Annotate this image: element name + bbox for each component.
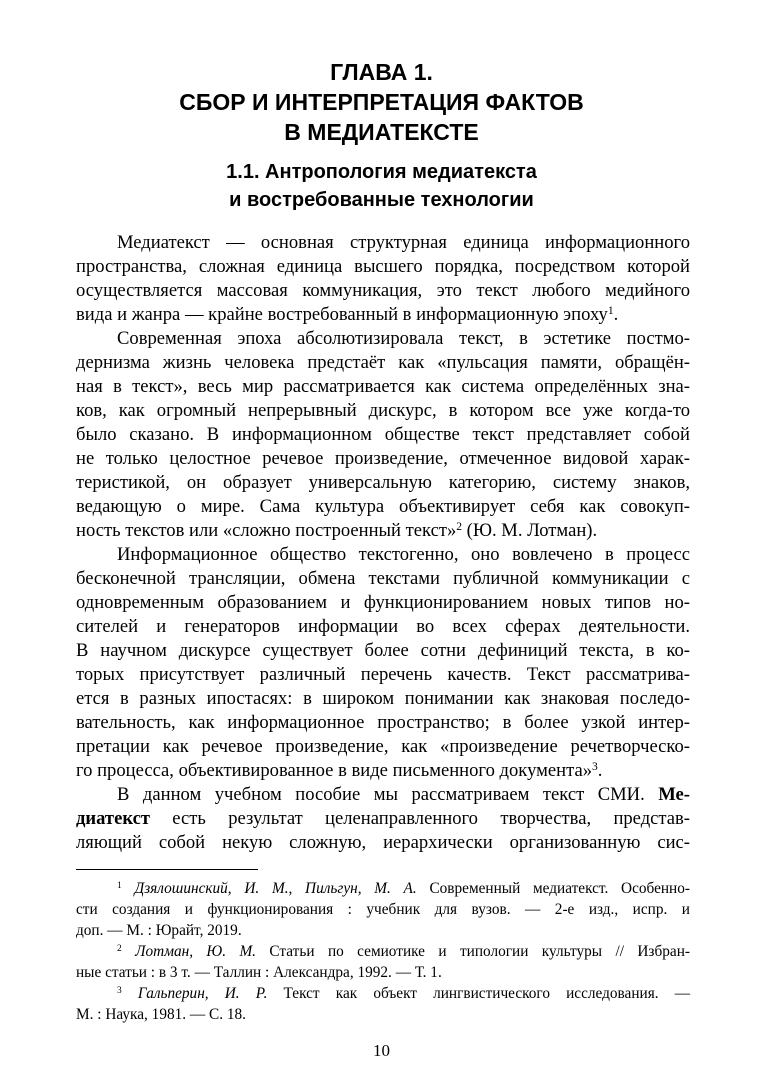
term-mediatext-cont: диатекст [76, 808, 150, 829]
paragraph-2-line [76, 519, 690, 543]
paragraph-4-line: ляющий собой некую сложную, иерархически организованную сис- [76, 832, 690, 853]
paragraph-1-line [76, 303, 690, 327]
footnote-1-line: доп. — М. : Юрайт, 2019. [76, 922, 242, 939]
paragraph-3-line: одновременным образованием и функционированием новых типов но- [76, 592, 690, 613]
footnote-1-text: Современный медиатекст. Особенно- [416, 880, 690, 897]
footnote-1-author: Дзялошинский, И. М., Пильгун, М. А. [134, 880, 417, 897]
paragraph-2-line: Современная эпоха абсолютизировала текст, в эстетике постмо- [117, 328, 690, 349]
footnote-3-text: Текст как объект лингвистического исследования. — [267, 985, 690, 1002]
paragraph-2-line: ков, как огромный непрерывный дискурс, в котором все уже когда-то [76, 400, 690, 421]
footnote-ref-1: 1 [607, 304, 614, 317]
paragraph-4-line [117, 783, 690, 807]
paragraph-2-line: дернизма жизнь человека предстаёт как «пульсация памяти, обращён- [76, 352, 690, 373]
footnote-3-line: М. : Наука, 1981. — С. 18. [76, 1006, 247, 1023]
footnote-ref-2: 2 [456, 520, 463, 533]
paragraph-3-text: го процесса, объективированное в виде письменного документа» [76, 760, 592, 781]
paragraph-4-text: В данном учебном пособие мы рассматриваем текст СМИ. [117, 784, 659, 805]
paragraph-3-line: сителей и генераторов информации во всех сферах деятельности. [76, 616, 690, 637]
paragraph-3-end: . [597, 760, 603, 781]
footnote-2-line: ные статьи : в 3 т. — Таллин : Александра, 1992. — Т. 1. [76, 964, 442, 981]
footnote-2-number: 2 [117, 943, 122, 954]
paragraph-1-line: осуществляется массовая коммуникация, это текст любого медийного [76, 280, 690, 301]
paragraph-2-line: было сказано. В информационном обществе текст представляет собой [76, 424, 690, 445]
paragraph-3-line: претации как речевое произведение, как «произведение речетворческо- [76, 736, 690, 757]
term-mediatext: Ме- [658, 784, 690, 805]
paragraph-1-text: вида и жанра — крайне востребованный в информационную эпоху [76, 304, 608, 325]
footnote-1-line: сти создания и функционирования : учебник для вузов. — 2-е изд., испр. и [76, 901, 690, 918]
paragraph-1-end: . [613, 304, 619, 325]
paragraph-2-text: ность текстов или «сложно построенный текст» [76, 520, 457, 541]
footnote-3-number: 3 [117, 985, 122, 996]
paragraph-2-line: не только целостное речевое произведение, отмеченное видовой харак- [76, 448, 690, 469]
paragraph-3-line: Информационное общество текстогенно, оно вовлечено в процесс [117, 544, 690, 565]
paragraph-4-line [76, 807, 690, 831]
paragraph-3-line: торых присутствует различный перечень качеств. Текст рассматрива- [76, 664, 690, 685]
paragraph-2-line: ведающую о мире. Сама культура объективирует себя как совокуп- [76, 496, 690, 517]
footnote-1-line [117, 878, 690, 899]
section-title-line-1: 1.1. Антропология медиатекста [226, 161, 537, 183]
footnote-2-author: Лотман, Ю. М. [135, 943, 257, 960]
chapter-title-line-2: СБОР И ИНТЕРПРЕТАЦИЯ ФАКТОВ [179, 89, 584, 115]
footnote-2-line [117, 941, 690, 962]
footnote-2-text: Статьи по семиотике и типологии культуры // Избран- [256, 943, 690, 960]
section-title-line-2: и востребованные технологии [229, 189, 534, 211]
footnote-3-line [117, 983, 690, 1004]
paragraph-3-line: бесконечной трансляции, обмена текстами публичной коммуникации с [76, 568, 690, 589]
paragraph-4-text: есть результат целенаправленного творчества, представ- [149, 808, 690, 829]
footnote-3-author: Гальперин, И. Р. [137, 985, 268, 1002]
paragraph-2-end: (Ю. М. Лотман). [462, 520, 598, 541]
paragraph-3-line: вательность, как информационное пространство; в более узкой интер- [76, 712, 690, 733]
paragraph-3-line: ется в разных ипостасях: в широком понимании как знаковая последо- [76, 688, 690, 709]
paragraph-1-line: пространства, сложная единица высшего порядка, посредством которой [76, 256, 690, 277]
paragraph-3-line [76, 759, 690, 783]
footnote-ref-3: 3 [592, 760, 598, 773]
paragraph-1-line: Медиатекст — основная структурная единица информационного [117, 232, 690, 253]
paragraph-3-line: В научном дискурсе существует более сотни дефиниций текста, в ко- [76, 640, 690, 661]
footnote-1-number: 1 [117, 880, 122, 891]
chapter-title-line-1: ГЛАВА 1. [330, 59, 433, 85]
paragraph-2-line: теристикой, он образует универсальную категорию, систему знаков, [76, 472, 690, 493]
paragraph-2-line: ная в текст», весь мир рассматривается как система определённых зна- [76, 376, 690, 397]
chapter-title-line-3: В МЕДИАТЕКСТЕ [284, 119, 479, 145]
footnote-separator [76, 869, 258, 870]
page-number: 10 [373, 1041, 390, 1060]
